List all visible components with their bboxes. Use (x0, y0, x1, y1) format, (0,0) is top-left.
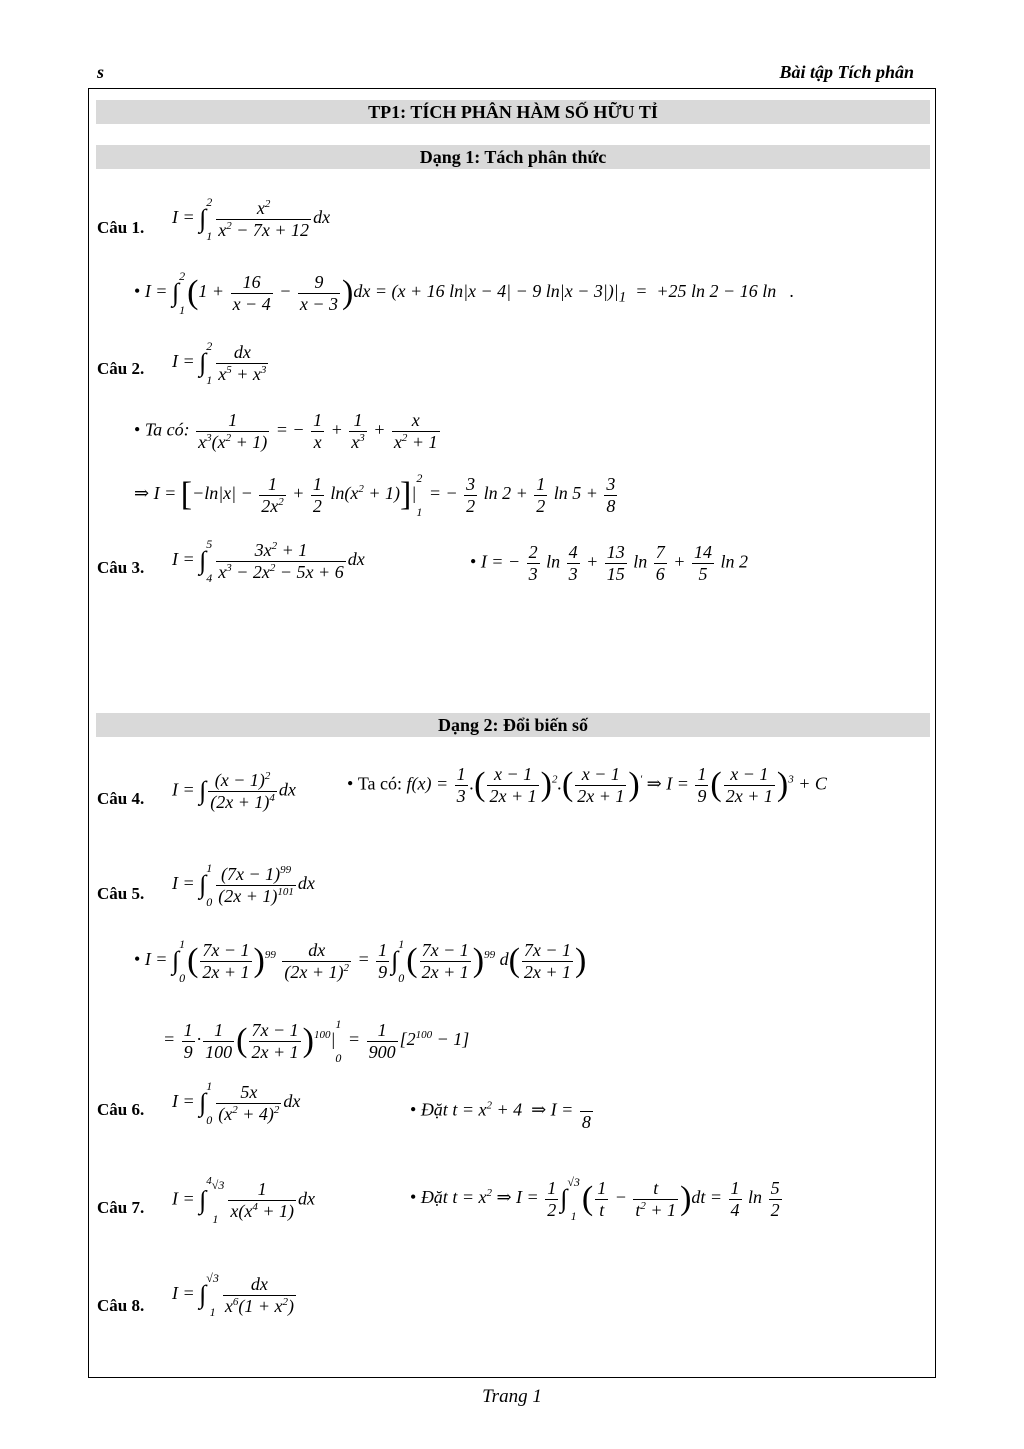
question-5-result: = $\frac{1}{9}$ · $\frac{1}{100}$ ( $\frac{7x - 1}{2x + 1}$ )$^{100}$| 1 0 = $\frac{1}{900}$ $[2^{100} - 1]$ (163, 1017, 470, 1065)
question-5-integral: I = ∫ 1 0 $\frac{(7x - 1)^{99}}{(2x + 1)^{101}}$ dx (172, 861, 315, 909)
section-heading-1: Dạng 1: Tách phân thức (96, 145, 930, 169)
question-label-7: Câu 7. (97, 1198, 145, 1217)
question-2-integral: I = ∫ 2 1 $\frac{dx}{x^5 + x^3}$ (172, 339, 267, 387)
question-7-solution: • Đặt $t = x^2$ ⇒ I = $\frac{1}{2}$ ∫ √3 1 ( $\frac{1}{t}$ − $\frac{t}{t^2 + 1}$ )dt = $\frac{1}{4}$ ln $\frac{5}{2}$ (410, 1175, 780, 1223)
question-8-integral: I = ∫ √3 1 $\frac{dx}{x^6(1 + x^2)}$ (172, 1271, 294, 1319)
chapter-title: TP1: TÍCH PHÂN HÀM SỐ HỮU TỈ (96, 100, 930, 124)
question-5-solution: • I = ∫ 1 0 ( $\frac{7x - 1}{2x + 1}$ )$^{99}$ $\frac{dx}{(2x + 1)^2}$ = $\frac{1}{9}$ ∫ 1 0 ( $\frac{7x - 1}{2x + 1}$ )$^{99}$ d( $\frac{7x - 1}{2x + 1}$ ) (134, 937, 587, 985)
question-label-2: Câu 2. (97, 359, 145, 378)
question-4-note: Ta có: (357, 773, 403, 794)
question-4-solution: • Ta có: f(x) = $\frac{1}{3}$ .( $\frac{x - 1}{2x + 1}$ )$^2$.( $\frac{x - 1}{2x + 1}$ )′ ⇒ I = $\frac{1}{9}$ ( $\frac{x - 1}{2x + 1}$ )$^3$ + C (347, 764, 827, 806)
question-2-note: Ta có: (144, 419, 190, 440)
question-label-1: Câu 1. (97, 218, 145, 237)
question-3-integral: I = ∫ 5 4 $\frac{3x^2 + 1}{x^3 - 2x^2 - 5x + 6}$ dx (172, 537, 365, 585)
question-label-3: Câu 3. (97, 558, 145, 577)
header-left: s (97, 62, 105, 82)
question-6-integral: I = ∫ 1 0 $\frac{5x}{(x^2 + 4)^2}$ dx (172, 1079, 301, 1127)
page-number: Trang 1 (482, 1386, 542, 1407)
question-7-integral: I = ∫ $^4$√3 1 $\frac{1}{x(x^4 + 1)}$ dx (172, 1175, 315, 1226)
question-label-5: Câu 5. (97, 884, 145, 903)
question-2-solution: ⇒ I = [−ln|x| − $\frac{1}{2x^2}$ + $\frac{1}{2}$ $\ln(x^2 + 1)]|$ 2 1 = − $\frac{3}{2}$ ln 2 + $\frac{1}{2}$ ln 5 + $\frac{3}{8}$ (134, 471, 616, 519)
header-title: Bài tập Tích phân (779, 62, 914, 82)
section-heading-2: Dạng 2: Đổi biến số (96, 713, 930, 737)
question-label-6: Câu 6. (97, 1100, 145, 1119)
question-1-integral: I = ∫ 2 1 $\frac{x^2}{x^2 - 7x + 12}$ dx (172, 195, 331, 243)
question-1-solution: • I = ∫ 2 1 (1 + $\frac{16}{x - 4}$ − $\frac{9}{x - 3}$ )dx = (x + 16 ln|x − 4| − 9 $\ln|x - 3|)|_1 = +25$ ln 2 − 16 ln . (134, 269, 795, 317)
question-label-8: Câu 8. (97, 1296, 145, 1315)
question-4-integral: I = ∫ $\frac{(x - 1)^2}{(2x + 1)^4}$ dx (172, 770, 296, 812)
question-label-4: Câu 4. (97, 789, 145, 808)
question-3-result: • I = − $\frac{2}{3}$ ln $\frac{4}{3}$ + $\frac{13}{15}$ ln $\frac{7}{6}$ + $\frac{14}{5}$ ln 2 (470, 542, 748, 584)
question-6-solution: • Đặt $t = x^2 + 4$ ⇒ I = 8 (410, 1090, 595, 1132)
question-7-note: Đặt (420, 1187, 448, 1208)
question-6-note: Đặt (420, 1099, 448, 1120)
question-2-decomposition: • Ta có: $\frac{1}{x^3(x^2 + 1)}$ = − $\frac{1}{x}$ + $\frac{1}{x^3}$ + $\frac{x}{x^2 + 1}$ (134, 410, 438, 452)
